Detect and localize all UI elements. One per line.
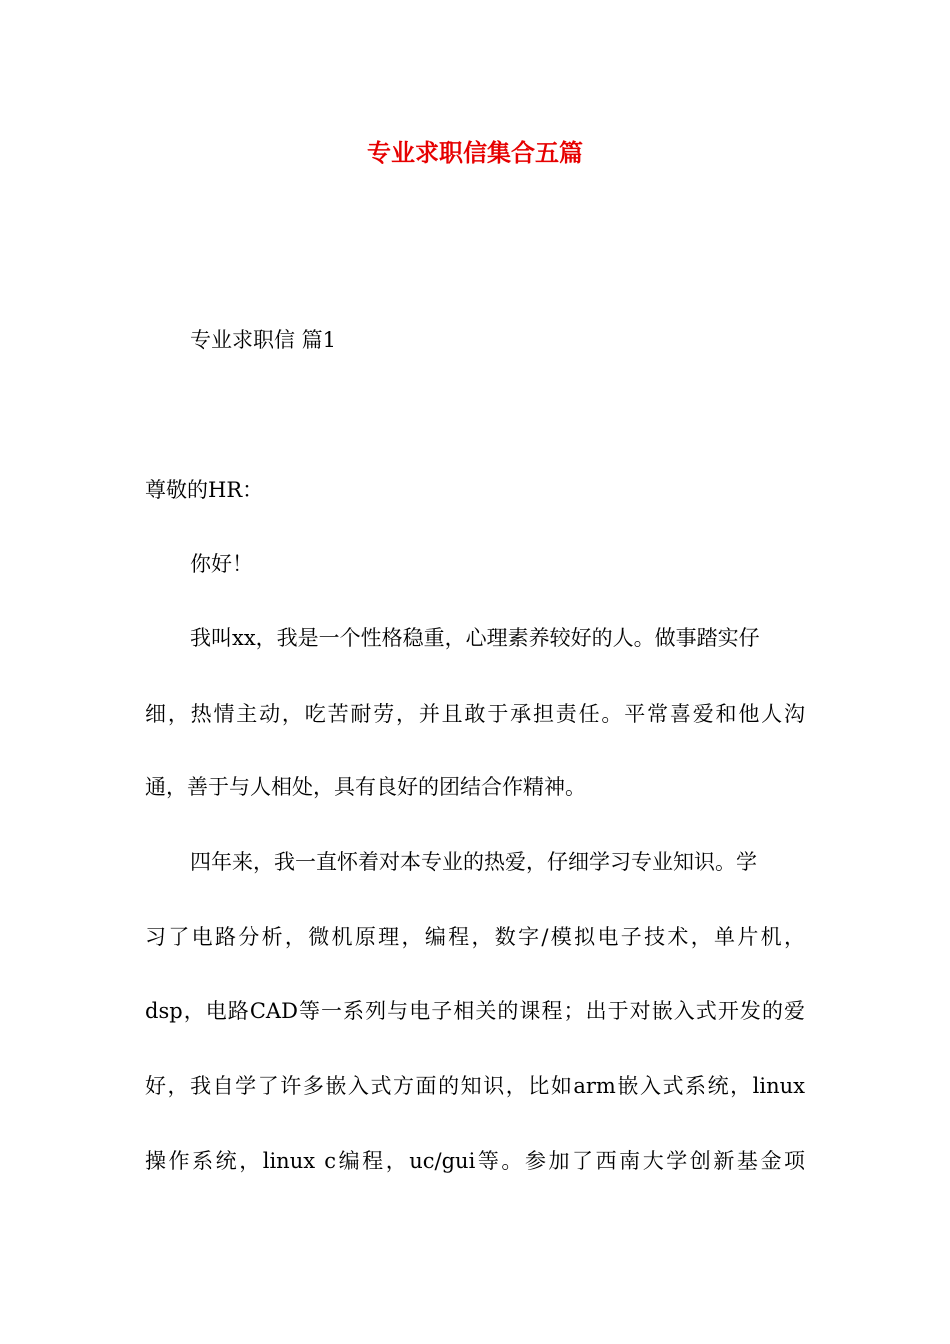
salutation: 尊敬的HR： [145, 478, 264, 502]
document-title: 专业求职信集合五篇 [367, 139, 583, 167]
paragraph-2-line-3: dsp，电路CAD等一系列与电子相关的课程；出于对嵌入式开发的爱 [145, 999, 805, 1023]
paragraph-1-line-3: 通，善于与人相处，具有良好的团结合作精神。 [145, 775, 586, 799]
paragraph-2-line-4: 好，我自学了许多嵌入式方面的知识，比如arm嵌入式系统，linux [145, 1074, 805, 1098]
paragraph-2-line-1: 四年来，我一直怀着对本专业的热爱，仔细学习专业知识。学 [190, 850, 757, 874]
greeting: 你好！ [190, 552, 253, 576]
paragraph-1-line-1: 我叫xx，我是一个性格稳重，心理素养较好的人。做事踏实仔 [190, 626, 760, 650]
section-heading: 专业求职信 篇1 [190, 328, 337, 352]
paragraph-2-line-5: 操作系统，linux c编程，uc/gui等。参加了西南大学创新基金项 [145, 1149, 805, 1173]
paragraph-2-line-2: 习了电路分析，微机原理，编程，数字/模拟电子技术，单片机， [145, 925, 805, 949]
paragraph-1-line-2: 细，热情主动，吃苦耐劳，并且敢于承担责任。平常喜爱和他人沟 [145, 702, 805, 726]
